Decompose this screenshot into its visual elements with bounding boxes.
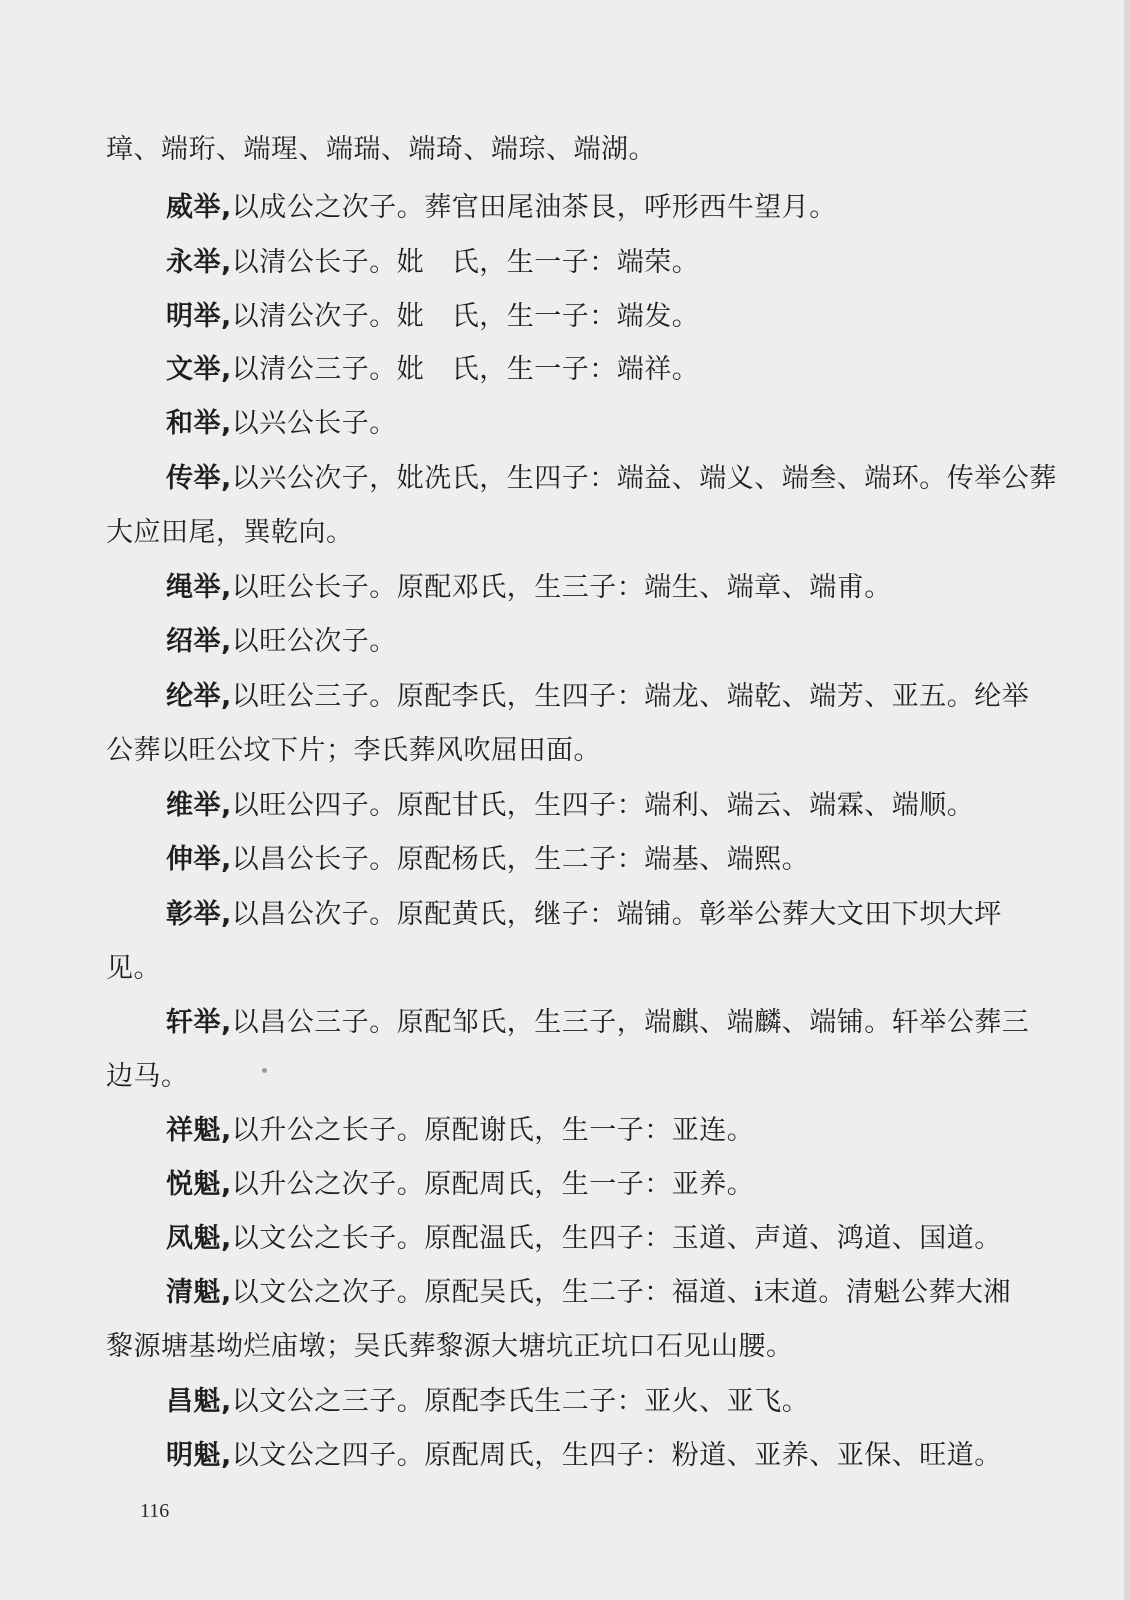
entry-15 (106, 1158, 1066, 1212)
entry-10 (106, 779, 1066, 833)
entry-name: 和举, (166, 408, 232, 439)
entry-1 (106, 181, 1066, 235)
entry-name: 轩举, (166, 1007, 232, 1038)
entry-text: 璋、端珩、端瑆、端瑞、端琦、端琮、端湖。 (106, 134, 656, 165)
entry-name: 纶举, (166, 681, 232, 712)
entry-name: 传举, (166, 463, 232, 494)
entry-5 (106, 397, 1066, 451)
entry-text: 见。 (106, 953, 161, 984)
entry-2 (106, 236, 1066, 290)
entry-text: 以旺公四子。原配甘氏，生四子：端利、端云、端霖、端顺。 (231, 790, 975, 821)
entry-11 (106, 833, 1066, 887)
entry-3 (106, 290, 1066, 344)
entry-9 (106, 670, 1066, 778)
entry-text: 以文公之次子。原配吴氏，生二子：福道、i末道。清魁公葬大湘 (231, 1277, 1011, 1308)
scan-speck (262, 1068, 267, 1073)
entry-0 (106, 123, 1066, 177)
entry-name: 永举, (166, 247, 232, 278)
entry-12 (106, 888, 1066, 996)
entry-text: 以昌公次子。原配黄氏，继子：端铺。彰举公葬大文田下坝大坪 (231, 899, 1002, 930)
entry-name: 伸举, (166, 844, 232, 875)
entry-text: 以旺公三子。原配李氏，生四子：端龙、端乾、端芳、亚五。纶举 (231, 681, 1030, 712)
entry-text: 以升公之次子。原配周氏，生一子：亚养。 (231, 1169, 755, 1200)
entry-name: 绳举, (166, 572, 232, 603)
entry-name: 威举, (166, 192, 232, 223)
entry-name: 维举, (166, 790, 232, 821)
entry-6 (106, 452, 1066, 560)
entry-text: 以兴公长子。 (231, 408, 397, 439)
entry-text: 以文公之三子。原配李氏生二子：亚火、亚飞。 (231, 1386, 810, 1417)
entry-name: 清魁, (166, 1277, 232, 1308)
entry-19 (106, 1429, 1066, 1483)
entry-text: 以升公之长子。原配谢氏，生一子：亚连。 (231, 1115, 755, 1146)
entry-name: 凤魁, (166, 1223, 232, 1254)
entry-name: 绍举, (166, 626, 232, 657)
entry-8 (106, 615, 1066, 669)
entry-text: 以清公次子。妣 氏，生一子：端发。 (231, 301, 700, 332)
entry-name: 彰举, (166, 899, 232, 930)
page-number: 116 (140, 1500, 170, 1522)
entry-text: 以清公三子。妣 氏，生一子：端祥。 (231, 354, 700, 385)
entry-text: 公葬以旺公坟下片；李氏葬风吹屈田面。 (106, 735, 601, 766)
entry-text: 大应田尾，巽乾向。 (106, 517, 354, 548)
entry-name: 昌魁, (166, 1386, 232, 1417)
entry-14 (106, 1104, 1066, 1158)
entry-text: 以清公长子。妣 氏，生一子：端荣。 (231, 247, 700, 278)
entry-name: 祥魁, (166, 1115, 232, 1146)
entry-17 (106, 1266, 1066, 1374)
entry-16 (106, 1212, 1066, 1266)
entry-7 (106, 561, 1066, 615)
entry-13 (106, 996, 1066, 1104)
entry-text: 以昌公长子。原配杨氏，生二子：端基、端熙。 (231, 844, 810, 875)
entry-text: 以文公之四子。原配周氏，生四子：粉道、亚养、亚保、旺道。 (231, 1440, 1002, 1471)
entry-name: 明举, (166, 301, 232, 332)
entry-text: 以成公之次子。葬官田尾油茶艮，呼形西牛望月。 (231, 192, 837, 223)
entry-text: 以旺公长子。原配邓氏，生三子：端生、端章、端甫。 (231, 572, 892, 603)
entry-name: 明魁, (166, 1440, 232, 1471)
entry-text: 以兴公次子，妣冼氏，生四子：端益、端义、端叁、端环。传举公葬 (231, 463, 1057, 494)
entry-18 (106, 1375, 1066, 1429)
entry-name: 悦魁, (166, 1169, 232, 1200)
entry-text: 以昌公三子。原配邹氏，生三子，端麒、端麟、端铺。轩举公葬三 (231, 1007, 1030, 1038)
entry-text: 边马。 (106, 1061, 189, 1092)
entry-4 (106, 343, 1066, 397)
entry-text: 以文公之长子。原配温氏，生四子：玉道、声道、鸿道、国道。 (231, 1223, 1002, 1254)
entry-text: 黎源塘基坳烂庙墩；吴氏葬黎源大塘坑正坑口石见山腰。 (106, 1331, 794, 1362)
entry-text: 以旺公次子。 (231, 626, 397, 657)
entry-name: 文举, (166, 354, 232, 385)
